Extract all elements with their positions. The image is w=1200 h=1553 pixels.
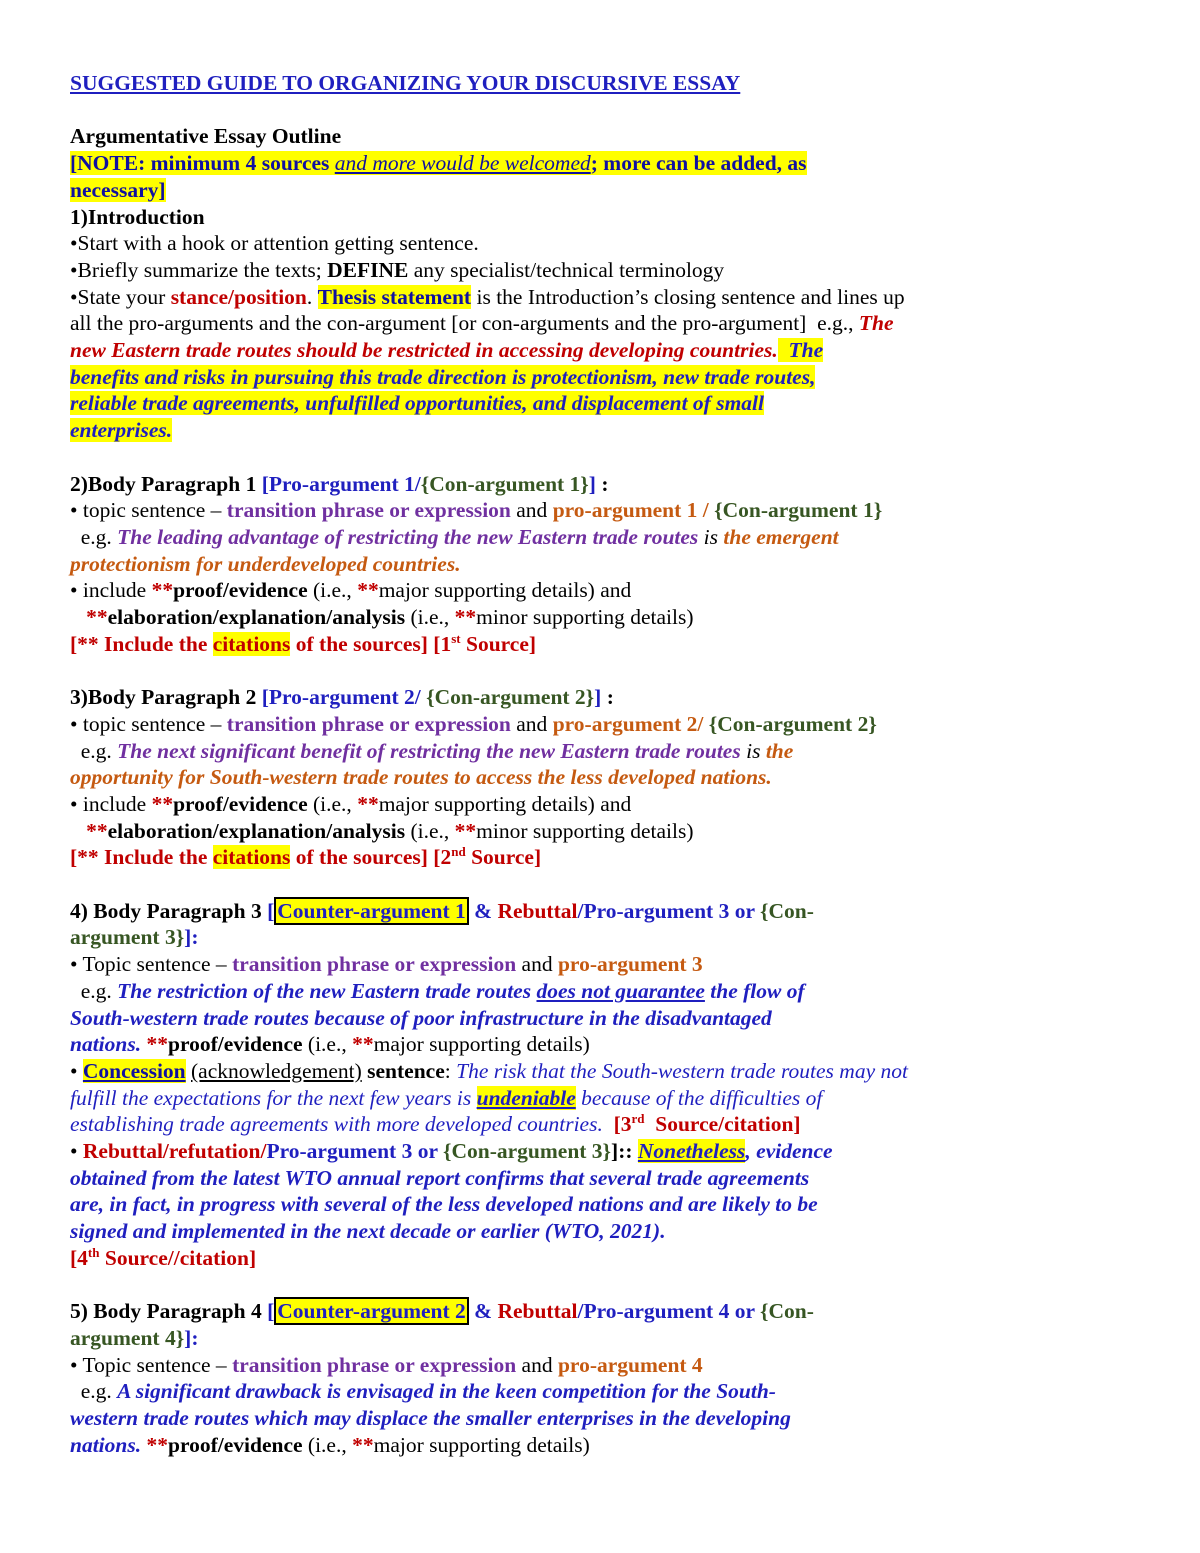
text: major supporting details) [373,1032,590,1057]
intro-line [70,337,1135,364]
thesis-example: The [858,311,894,336]
text: any specialist/technical terminology [408,257,725,282]
text: •Briefly summarize the texts; [70,257,328,282]
text: ] [588,471,596,496]
text: ]: [184,1325,199,1350]
text: • [70,1058,83,1083]
con-argument-label: argument 3} [70,925,185,950]
rebuttal-text: , evidence [745,1139,833,1164]
text: (i.e., [302,1432,353,1457]
text [70,605,86,629]
intro-line [70,417,1135,444]
text: (i.e., [405,605,455,630]
pro-argument-label: [Pro-argument 1/ [261,471,421,496]
text: proof/evidence [167,1032,303,1057]
text [70,819,86,843]
pro-argument-label: [Pro-argument 2/ [261,685,427,710]
example-text: A significant drawback is envisaged in the keen competition for the South- [117,1379,776,1404]
stance-keyword: stance/position [170,284,307,309]
note-emphasis: and more would be welcomed [334,151,591,176]
con-argument-label: {Con- [760,898,814,923]
spacer [70,97,1135,124]
text: minor supporting details) [476,605,694,630]
body3-rebuttal-cont: signed and implemented in the next decade or earlier (WTO, 2021). [70,1219,666,1244]
text: ]:: [611,1139,638,1164]
example-text: the flow of [704,978,805,1003]
body1-elaboration [70,604,1135,631]
text: : [595,471,609,496]
body2-citation-note [70,844,1135,871]
text: is [698,524,724,549]
text: • include [70,791,152,816]
transition-label: transition phrase or expression [232,952,517,977]
text: 4) Body Paragraph 3 [70,898,268,923]
con-argument-label: {Con-argument 1} [420,471,589,496]
body4-heading [70,1298,1135,1325]
thesis-example-blue: enterprises. [70,418,173,443]
body2-elaboration [70,818,1135,845]
text: • Topic sentence – [70,1352,233,1377]
thesis-example: new Eastern trade routes should be restricted in accessing developing countries. [70,338,778,363]
body4-example [70,1378,1135,1405]
pro-argument-label: /Pro-argument 4 or [577,1299,760,1324]
body2-proof [70,791,1135,818]
con-argument-label: {Con-argument 1} [714,498,883,523]
body4-topic [70,1352,1135,1379]
text: ] [594,685,602,710]
text: and [516,1352,558,1377]
body3-concession-cont [70,1085,1135,1112]
asterisks: ** [151,578,174,603]
con-argument-label: argument 4} [70,1325,185,1350]
asterisks: ** [357,791,379,816]
text: ]: [184,925,199,950]
transition-label: transition phrase or expression [232,1352,517,1377]
intro-bullet-summarize [70,257,1135,284]
body1-heading [70,471,1135,498]
example-text-underlined: does not guarantee [536,978,705,1003]
intro-bullet-hook: •Start with a hook or attention getting sentence. [70,231,479,256]
thesis-example-blue: benefits and risks in pursuing this trade direction is protectionism, new trade routes, [70,364,816,389]
asterisks: ** [141,1432,168,1457]
body1-topic [70,497,1135,524]
body3-heading-cont [70,924,1135,951]
example-text: The leading advantage of restricting the new Eastern trade routes [117,524,699,549]
pro-argument-label: Pro-argument 3 or [266,1139,443,1164]
text: of the sources] [1 [290,631,452,656]
asterisks: ** [86,605,108,630]
text: is [740,738,766,763]
document-title: SUGGESTED GUIDE TO ORGANIZING YOUR DISCURSIVE ESSAY [70,71,741,95]
note-text: [NOTE: minimum 4 sources [70,151,335,176]
asterisks: ** [454,818,477,843]
text: and [516,952,558,977]
note-line-2 [70,177,1135,204]
concession-text: The risk that the South-western trade routes may not [456,1058,908,1083]
text: is the Introduction’s closing sentence and lines up [471,284,905,309]
text: major supporting details) [373,1432,590,1457]
text: proof/evidence [173,791,308,816]
text: (acknowledgement) [191,1058,362,1083]
text [778,338,789,362]
spacer [70,1272,1135,1299]
ordinal: nd [451,844,466,860]
text: and [510,711,553,736]
asterisks: ** [352,1032,374,1057]
intro-line [70,390,1135,417]
intro-bullet-stance [70,284,1135,311]
spacer [70,444,1135,471]
concession-text: because of the difficulties of [575,1085,823,1110]
con-argument-label: {Con-argument 2} [426,685,595,710]
example-text: the emergent [723,524,839,549]
text: of the sources] [2 [290,845,452,870]
text: (i.e., [307,791,358,816]
rebuttal-label: Rebuttal [497,1299,578,1324]
rebuttal-label: Rebuttal [497,898,578,923]
text: • include [70,578,152,603]
body2-example-cont: opportunity for South-western trade routes to access the less developed nations. [70,765,772,790]
con-argument-label: {Con- [760,1299,814,1324]
transition-label: transition phrase or expression [226,711,511,736]
body1-proof [70,577,1135,604]
spacer [70,657,1135,684]
body3-rebuttal-cont: obtained from the latest WTO annual report confirms that several trade agreements [70,1165,810,1190]
text: elaboration/explanation/analysis [107,818,406,843]
text: [** Include the [70,631,213,656]
concession-text: establishing trade agreements with more developed countries. [70,1112,603,1137]
text: [** Include the [70,845,213,870]
text: Source] [465,845,542,870]
define-keyword: DEFINE [327,257,409,282]
text: Source] [460,631,537,656]
text: e.g. [70,524,118,549]
undeniable-keyword: undeniable [476,1085,576,1110]
body3-rebuttal [70,1138,1135,1165]
text: • [70,1139,83,1164]
text: major supporting details) and [378,578,632,603]
concession-keyword: Concession [82,1058,186,1083]
text: [3 [602,1112,632,1137]
pro-argument-label: pro-argument 4 [557,1352,703,1377]
text: • topic sentence – [70,498,227,523]
citations-highlight: citations [212,631,291,656]
pro-argument-label: pro-argument 2/ [552,711,709,736]
intro-line [70,310,1135,337]
text: e.g. [70,738,118,763]
asterisks: ** [86,818,108,843]
text: e.g. [70,978,118,1003]
nonetheless-keyword: Nonetheless [637,1139,746,1164]
body1-example-cont: protectionism for underdeveloped countries. [70,551,461,576]
note-text-cont: ; more can be added, as [590,151,807,176]
body2-heading [70,684,1135,711]
pro-argument-label: pro-argument 1 / [552,498,715,523]
text: e.g. [70,1379,118,1404]
body1-example [70,524,1135,551]
example-text: The restriction of the new Eastern trade routes [117,978,537,1003]
outline-heading: Argumentative Essay Outline [70,124,342,149]
ordinal: st [451,630,461,646]
body3-concession [70,1058,1135,1085]
text: . [306,284,318,309]
spacer [70,871,1135,898]
text: (i.e., [405,818,455,843]
body2-example [70,738,1135,765]
thesis-example-blue: The [788,338,824,363]
con-argument-label: {Con-argument 3} [443,1139,612,1164]
ordinal: rd [631,1111,645,1127]
asterisks: ** [352,1432,374,1457]
text: 5) Body Paragraph 4 [70,1299,268,1324]
example-text: the [765,738,794,763]
rebuttal-label: Rebuttal/refutation/ [82,1139,267,1164]
asterisks: ** [141,1032,168,1057]
text: and [510,498,553,523]
asterisks: ** [151,791,174,816]
concession-text: fulfill the expectations for the next few years is [70,1085,477,1110]
text: [ [267,1299,275,1324]
text: sentence [361,1058,445,1083]
text: [ [267,898,275,923]
note-line-1 [70,150,1135,177]
body3-concession-end [70,1111,1135,1138]
intro-heading: 1)Introduction [70,204,205,229]
body3-example-cont: South-western trade routes because of poor infrastructure in the disadvantaged [70,1005,772,1030]
thesis-keyword: Thesis statement [317,284,472,309]
body2-topic [70,711,1135,738]
text: all the pro-arguments and the con-argument [or con-arguments and the pro-argument] e.g., [70,311,859,336]
body3-topic [70,951,1135,978]
text: & [468,898,498,923]
body3-heading [70,898,1135,925]
text: Source//citation] [99,1245,257,1270]
text: (i.e., [302,1032,353,1057]
body4-example-end [70,1432,1135,1459]
body1-citation-note [70,631,1135,658]
document-page [70,70,1135,1458]
example-text: nations. [70,1432,142,1457]
ordinal: th [87,1244,100,1260]
body3-source-note [70,1245,1135,1272]
pro-argument-label: /Pro-argument 3 or [577,898,760,923]
text: •State your [70,284,171,309]
example-text: The next significant benefit of restricting the new Eastern trade routes [117,738,741,763]
text: [4 [70,1245,88,1270]
text: proof/evidence [173,578,308,603]
text: : [444,1058,457,1083]
text: (i.e., [307,578,358,603]
body4-example-cont: western trade routes which may displace the smaller enterprises in the developing [70,1406,791,1431]
counter-argument-box: Counter-argument 1 [274,897,469,925]
text: Source/citation] [644,1112,801,1137]
note-text-end: necessary] [70,177,166,202]
asterisks: ** [454,605,477,630]
asterisks: ** [357,578,379,603]
body3-rebuttal-cont: are, in fact, in progress with several of the less developed nations and are likely to be [70,1192,818,1217]
text: : [601,685,614,710]
transition-label: transition phrase or expression [226,498,511,523]
intro-line [70,364,1135,391]
text: 2)Body Paragraph 1 [70,471,262,496]
body3-example-end [70,1031,1135,1058]
text: • topic sentence – [70,711,227,736]
text: & [468,1299,498,1324]
con-argument-label: {Con-argument 2} [708,711,877,736]
text: elaboration/explanation/analysis [107,605,406,630]
citations-highlight: citations [212,845,291,870]
body4-heading-cont [70,1325,1135,1352]
body3-example [70,978,1135,1005]
thesis-example-blue: reliable trade agreements, unfulfilled opportunities, and displacement of small [70,391,764,416]
text: proof/evidence [167,1432,303,1457]
text: major supporting details) and [378,791,632,816]
text: minor supporting details) [476,818,694,843]
text: 3)Body Paragraph 2 [70,685,262,710]
text: • Topic sentence – [70,952,233,977]
counter-argument-box: Counter-argument 2 [274,1297,469,1325]
example-text: nations. [70,1032,142,1057]
pro-argument-label: pro-argument 3 [557,952,703,977]
